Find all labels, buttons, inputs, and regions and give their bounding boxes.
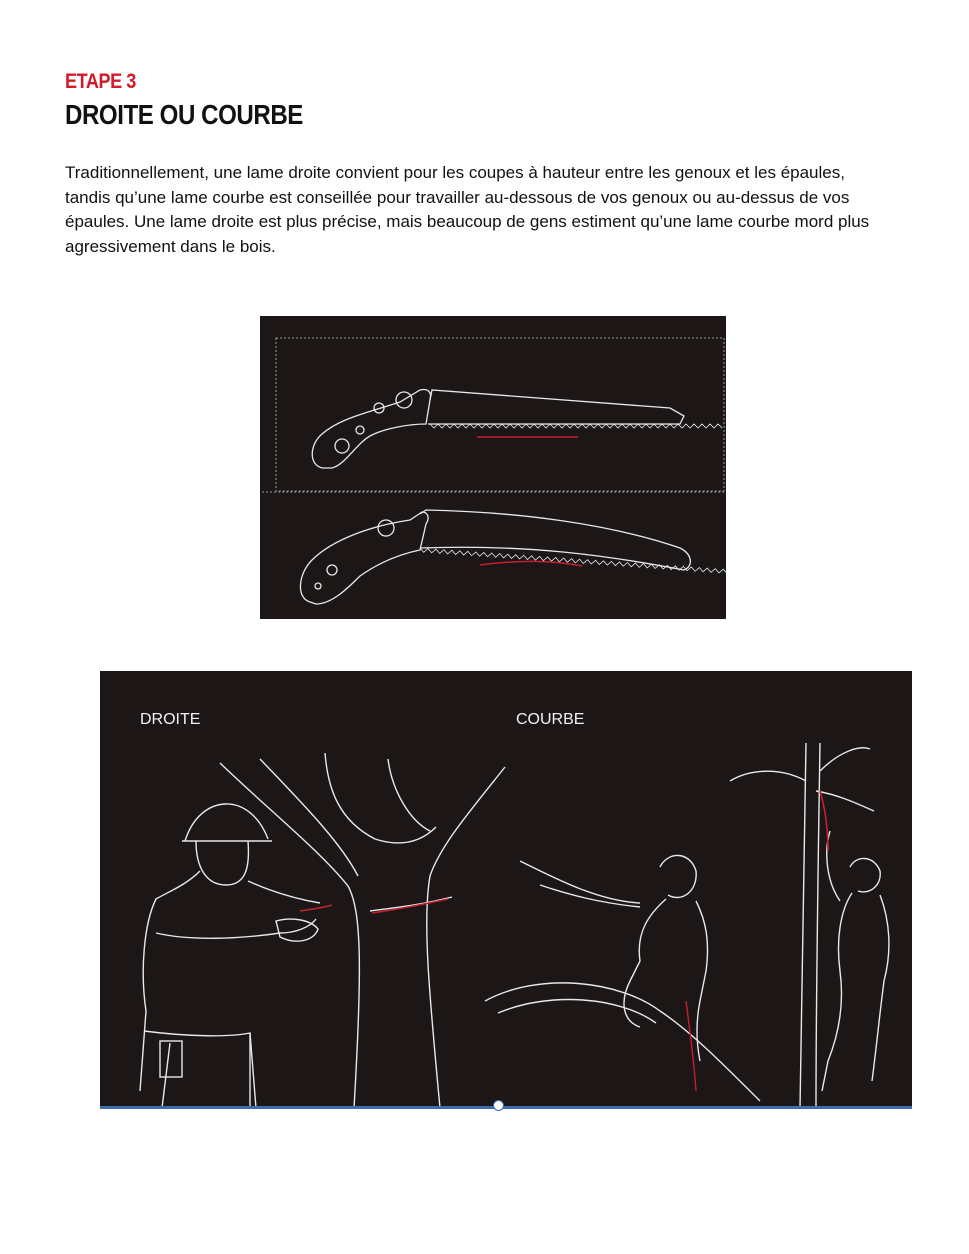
- saw-comparison-image: [260, 316, 726, 619]
- usage-scene-image: [100, 671, 912, 1108]
- straight-saw-in-use: [372, 899, 448, 913]
- scene-drawings: [100, 671, 912, 1108]
- climber-curved-icon: [485, 743, 889, 1108]
- straight-saw-handle: [300, 905, 332, 911]
- saw-drawings: [260, 316, 726, 619]
- bottom-rule: [100, 1106, 912, 1109]
- worker-straight-icon: [120, 753, 505, 1108]
- step-label: ETAPE 3: [65, 70, 136, 93]
- curved-saw-in-use: [820, 791, 828, 851]
- page-title: DROITE OU COURBE: [65, 99, 303, 130]
- slider-handle[interactable]: [493, 1100, 504, 1111]
- label-courbe: COURBE: [516, 711, 585, 728]
- label-droite: DROITE: [140, 711, 201, 728]
- climber-rope-accent: [686, 1001, 696, 1091]
- straight-saw-icon: [312, 389, 722, 468]
- straight-saw-frame: [276, 338, 724, 491]
- intro-paragraph: Traditionnellement, une lame droite convient pour les coupes à hauteur entre les genoux et les épaules, tandis qu’une lame courbe est conseillée pour travailler au-dessous de vos genoux ou au-dessus de vos épaules. Une lame droite est plus précise, mais beaucoup de gens estiment qu’une lame courbe mord plus agressivement dans le bois.: [65, 163, 870, 256]
- curved-saw-icon: [300, 510, 726, 604]
